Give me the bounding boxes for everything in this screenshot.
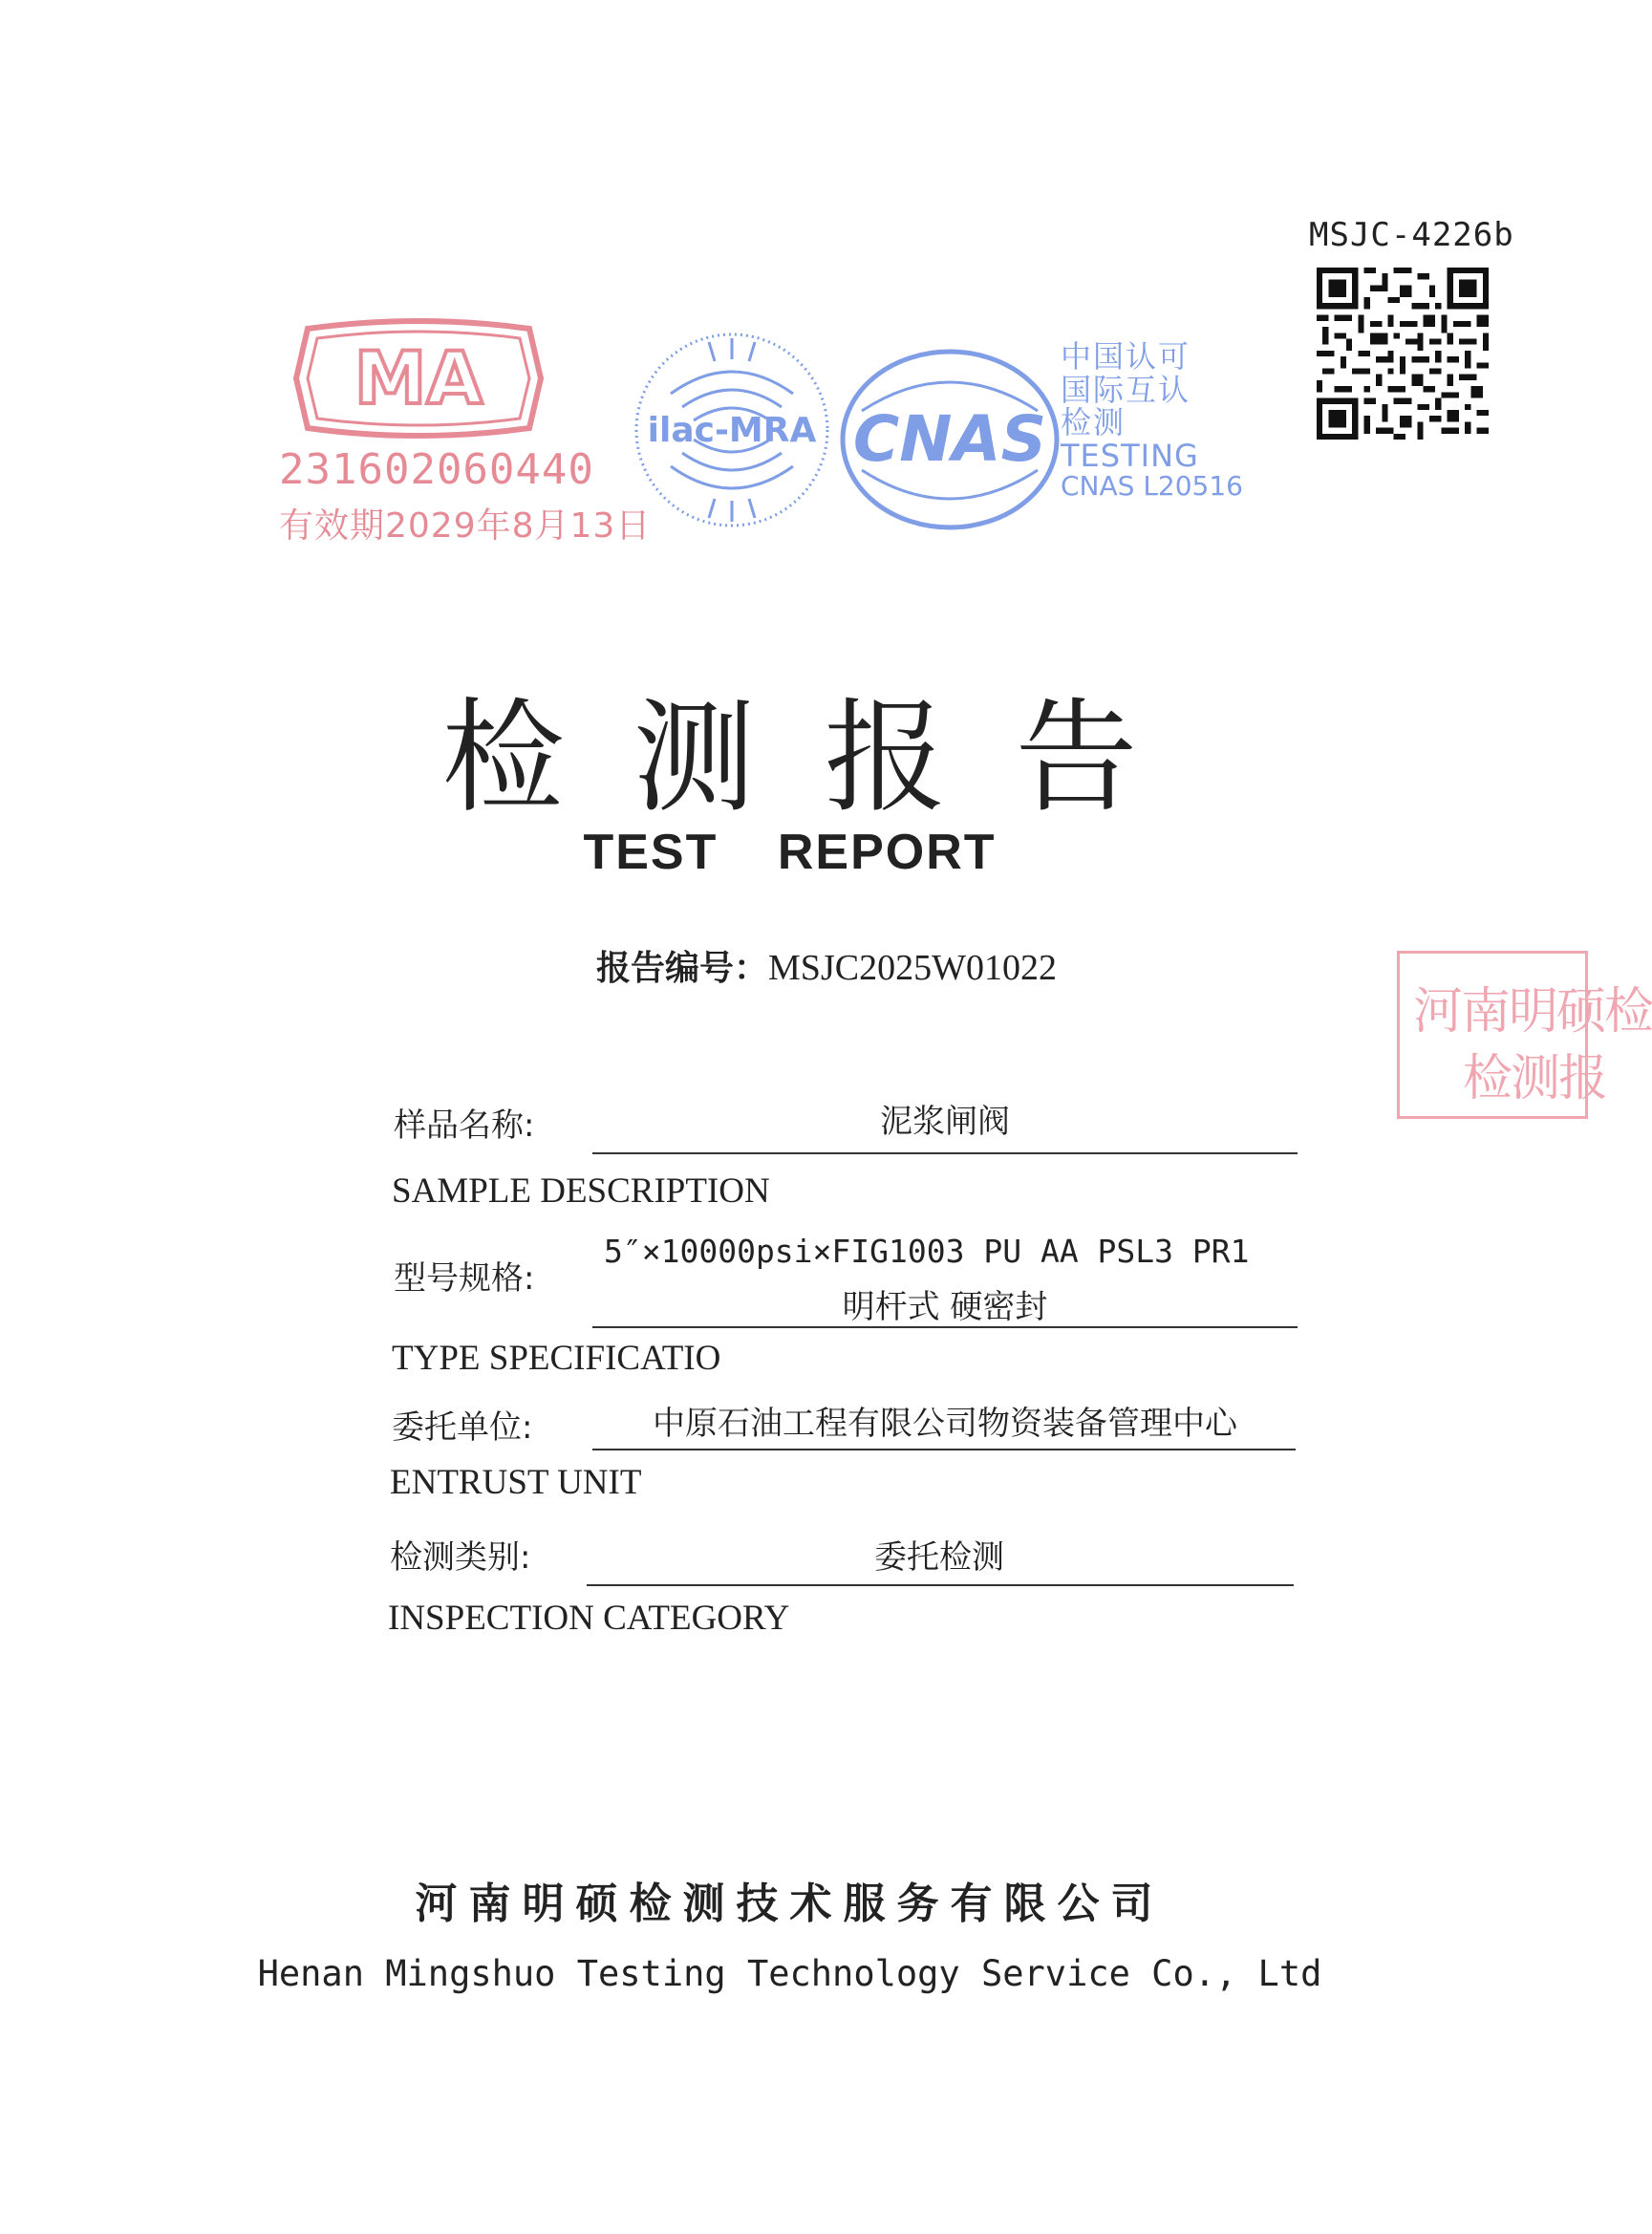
document-code: MSJC-4226b — [1309, 216, 1514, 254]
type-label-zh: 型号规格: — [394, 1259, 535, 1298]
ma-certificate-number: 231602060440 — [279, 445, 594, 494]
report-number-value: MSJC2025W01022 — [768, 948, 1057, 988]
type-label-en: TYPE SPECIFICATIO — [392, 1339, 721, 1378]
sample-underline — [592, 1152, 1298, 1154]
svg-text:ilac-MRA: ilac-MRA — [647, 411, 817, 450]
cnas-accreditation-text — [1061, 340, 1243, 501]
type-underline — [592, 1326, 1298, 1328]
category-value: 委托检测 — [874, 1538, 1004, 1577]
entrust-label-zh: 委托单位: — [392, 1408, 533, 1447]
type-value-line2: 明杆式 硬密封 — [842, 1288, 1048, 1326]
seal-line-1: 河南明硕检 — [1413, 983, 1652, 1041]
sample-value: 泥浆闸阀 — [880, 1103, 1010, 1141]
cnas-number: CNAS L20516 — [1061, 470, 1243, 503]
report-title-en: TEST REPORT — [583, 825, 997, 880]
report-number-label: 报告编号： — [596, 949, 769, 988]
cnas-text-mutual-recognition: 国际互认 — [1061, 371, 1191, 408]
ma-emblem-icon — [290, 323, 547, 434]
ma-certification-stamp — [279, 315, 652, 554]
svg-text:CNAS: CNAS — [852, 402, 1047, 476]
sample-label-zh: 样品名称: — [394, 1106, 535, 1145]
svg-text:MA: MA — [354, 335, 483, 420]
category-label-zh: 检测类别: — [390, 1538, 531, 1577]
report-title-zh: 检测报告 — [441, 687, 1207, 829]
company-name-en: Henan Mingshuo Testing Technology Service Co., Ltd — [257, 1953, 1322, 1994]
cnas-text-testing-zh: 检测 — [1061, 404, 1126, 441]
category-label-en: INSPECTION CATEGORY — [388, 1599, 790, 1638]
ma-validity-date: 有效期2029年8月13日 — [279, 506, 652, 546]
ilac-mra-emblem-icon — [633, 331, 831, 529]
qr-code-icon — [1317, 268, 1489, 440]
cnas-emblem-icon — [833, 344, 1066, 535]
report-number — [596, 941, 1057, 990]
seal-line-2: 检测报 — [1463, 1050, 1607, 1107]
entrust-value: 中原石油工程有限公司物资装备管理中心 — [653, 1405, 1237, 1443]
sample-label-en: SAMPLE DESCRIPTION — [392, 1171, 770, 1211]
cnas-text-china-accredited: 中国认可 — [1061, 338, 1191, 375]
company-name-zh: 河南明硕检测技术服务有限公司 — [415, 1880, 1165, 1928]
type-value-line1: 5″×10000psi×FIG1003 PU AA PSL3 PR1 — [604, 1233, 1250, 1270]
cnas-text-testing-en: TESTING — [1061, 437, 1199, 474]
company-seal-stamp — [1397, 951, 1652, 1119]
entrust-underline — [592, 1449, 1296, 1450]
category-underline — [587, 1584, 1294, 1586]
entrust-label-en: ENTRUST UNIT — [390, 1463, 642, 1502]
